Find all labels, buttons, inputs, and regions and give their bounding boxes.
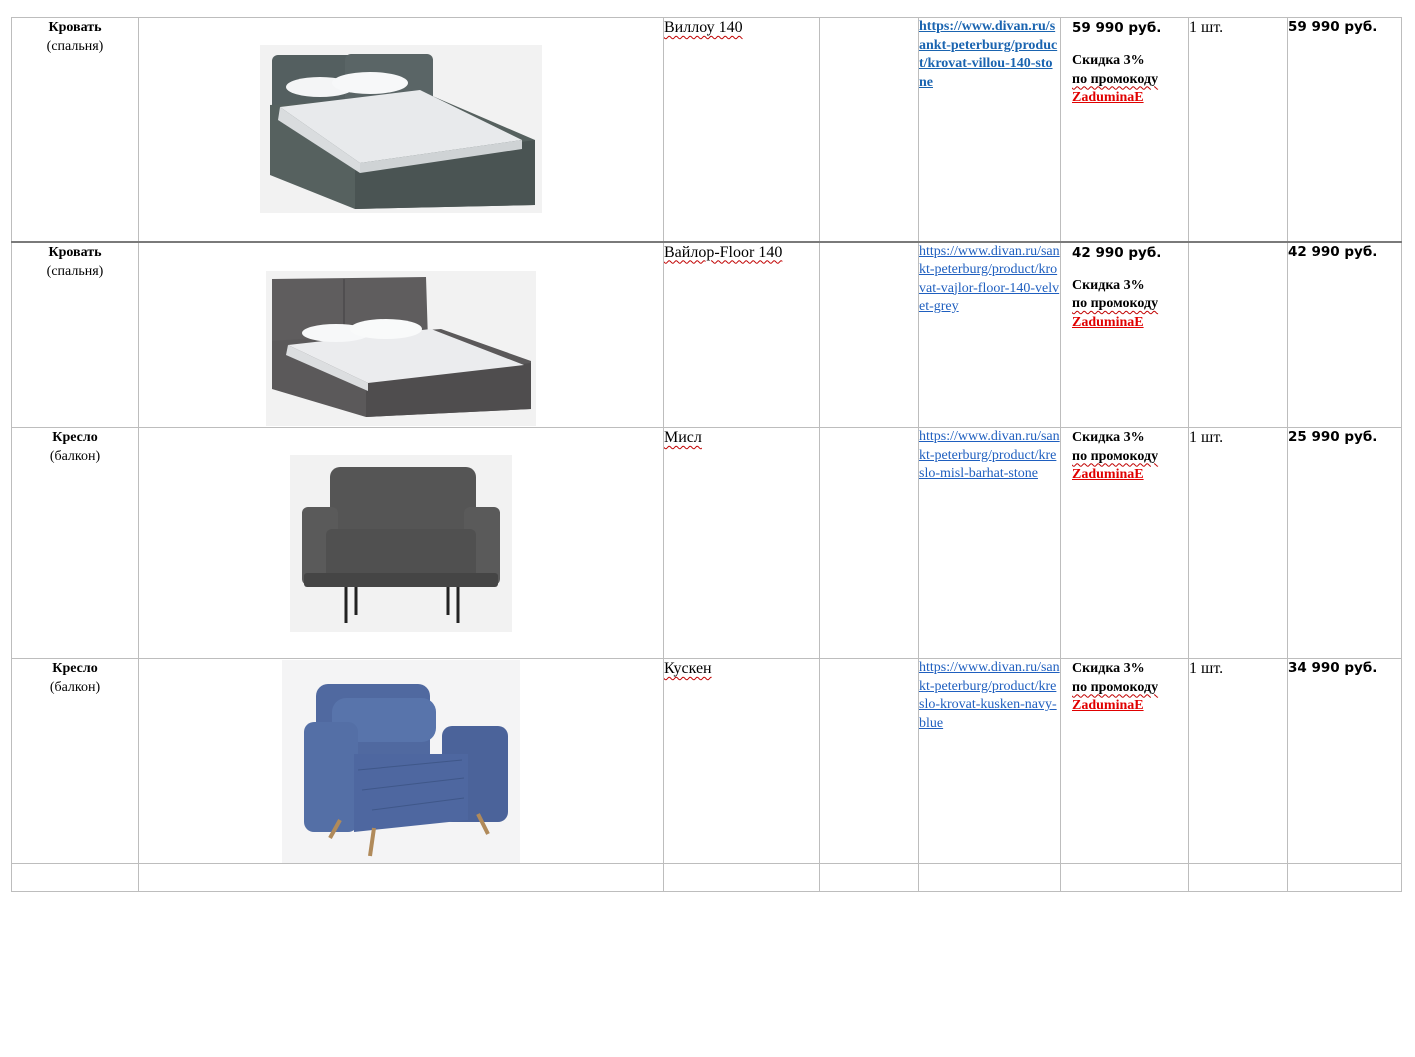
promo-label-2: по промокоду — [1072, 71, 1159, 87]
quantity: 1 шт. — [1189, 659, 1288, 864]
empty-cell — [820, 242, 919, 428]
product-name: Виллоу 140 — [664, 19, 743, 36]
quantity: 1 шт. — [1189, 428, 1288, 659]
price-cell — [1061, 659, 1189, 864]
price-cell — [1061, 18, 1189, 242]
product-name: Мисл — [664, 429, 702, 446]
image-cell — [139, 659, 664, 864]
image-cell — [139, 242, 664, 428]
empty-cell — [919, 864, 1061, 892]
promo-code: ZaduminaE — [1072, 698, 1144, 713]
table-row-empty — [12, 864, 1402, 892]
promo — [1061, 37, 1188, 108]
promo-code: ZaduminaE — [1072, 90, 1144, 105]
product-name: Вайлор-Floor 140 — [664, 243, 783, 261]
table-row — [12, 428, 1402, 659]
category-room: (балкон) — [49, 449, 101, 464]
image-cell — [139, 18, 664, 242]
product-name: Кускен — [664, 660, 712, 677]
category-cell — [12, 18, 139, 242]
product-name-cell — [664, 242, 820, 428]
promo-label-2: по промокоду — [1072, 448, 1159, 464]
price-cell — [1061, 428, 1189, 659]
category-room: (спальня) — [46, 263, 104, 279]
empty-cell — [820, 18, 919, 242]
empty-cell — [1061, 864, 1189, 892]
armchair-grey-icon — [290, 455, 512, 632]
empty-cell — [820, 428, 919, 659]
promo-code: ZaduminaE — [1072, 314, 1144, 330]
promo-code: ZaduminaE — [1072, 467, 1144, 482]
category-cell — [12, 659, 139, 864]
category-room: (спальня) — [46, 39, 104, 54]
empty-cell — [1189, 864, 1288, 892]
promo-label-2: по промокоду — [1072, 296, 1159, 311]
quantity: 1 шт. — [1189, 18, 1288, 242]
table-row — [12, 18, 1402, 242]
promo-label: Скидка 3% — [1072, 53, 1145, 68]
empty-cell — [139, 864, 664, 892]
category-cell — [12, 242, 139, 428]
product-name-cell — [664, 659, 820, 864]
total: 59 990 руб. — [1288, 18, 1402, 242]
price: 42 990 руб. — [1072, 244, 1162, 261]
category-name: Кровать — [48, 244, 102, 260]
empty-cell — [664, 864, 820, 892]
empty-cell — [820, 864, 919, 892]
promo-label-2: по промокоду — [1072, 679, 1159, 695]
product-link[interactable]: https://www.divan.ru/sankt-peterburg/product/krovat-villou-140-stone — [919, 18, 1061, 242]
promo — [1061, 659, 1188, 716]
image-cell — [139, 428, 664, 659]
product-name-cell — [664, 18, 820, 242]
product-link[interactable]: https://www.divan.ru/sankt-peterburg/product/kreslo-misl-barhat-stone — [919, 428, 1061, 659]
promo — [1061, 262, 1188, 333]
price: 59 990 руб. — [1072, 20, 1162, 36]
total: 42 990 руб. — [1288, 242, 1402, 428]
empty-cell — [820, 659, 919, 864]
empty-cell — [12, 864, 139, 892]
quantity — [1189, 242, 1288, 428]
category-room: (балкон) — [49, 680, 101, 695]
category-name: Кресло — [52, 661, 98, 676]
product-link[interactable]: https://www.divan.ru/sankt-peterburg/product/kreslo-krovat-kusken-navy-blue — [919, 659, 1061, 864]
armchair-blue-icon — [282, 660, 520, 863]
table-row — [12, 242, 1402, 428]
promo-label: Скидка 3% — [1072, 661, 1145, 676]
promo-label: Скидка 3% — [1072, 430, 1145, 445]
empty-cell — [1288, 864, 1402, 892]
product-name-cell — [664, 428, 820, 659]
price-cell — [1061, 242, 1189, 428]
table-row — [12, 659, 1402, 864]
category-name: Кровать — [48, 20, 102, 35]
total: 25 990 руб. — [1288, 428, 1402, 659]
category-name: Кресло — [52, 430, 98, 445]
category-cell — [12, 428, 139, 659]
total: 34 990 руб. — [1288, 659, 1402, 864]
bed-grey-icon — [266, 271, 536, 426]
bed-stone-icon — [260, 45, 542, 213]
promo-label: Скидка 3% — [1072, 277, 1145, 293]
furniture-table — [11, 17, 1402, 892]
product-link[interactable]: https://www.divan.ru/sankt-peterburg/product/krovat-vajlor-floor-140-velvet-grey — [919, 242, 1061, 428]
promo — [1061, 428, 1188, 485]
